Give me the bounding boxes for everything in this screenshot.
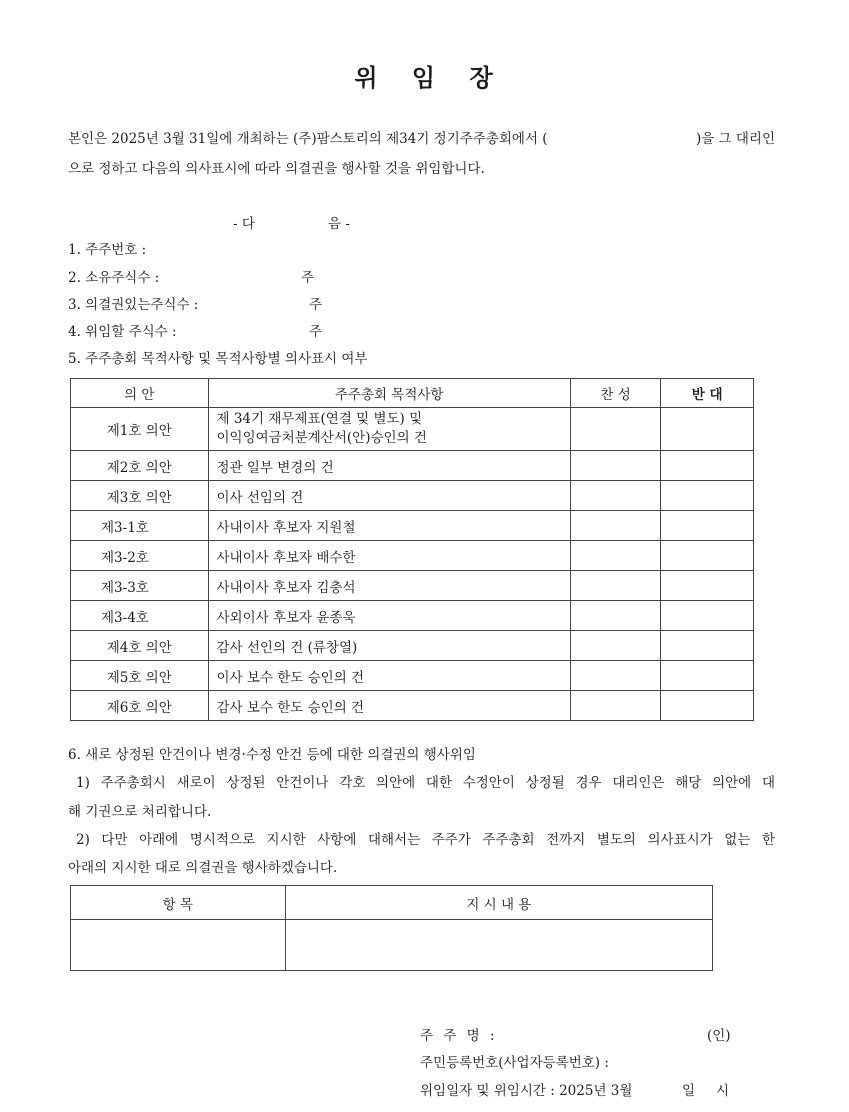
agenda-desc: 감사 선인의 건 (류창열) (208, 631, 570, 661)
table-row (71, 451, 754, 481)
approve-cell[interactable] (570, 451, 661, 481)
instruction-cell[interactable] (285, 920, 712, 971)
field-agenda-intent: 5. 주주총회 목적사항 및 목적사항별 의사표시 여부 (68, 351, 368, 367)
agenda-item: 제6호 의안 (71, 691, 209, 721)
field-voting-shares: 3. 의결권있는주식수 : (68, 297, 199, 313)
agenda-desc: 사외이사 후보자 윤종욱 (208, 601, 570, 631)
shareholder-name-label: 주 주 명 : (420, 1028, 498, 1044)
agenda-item: 제1호 의안 (71, 408, 209, 451)
oppose-cell[interactable] (661, 571, 754, 601)
oppose-cell[interactable] (661, 408, 754, 451)
oppose-cell[interactable] (661, 661, 754, 691)
table-row (71, 408, 754, 451)
section-heading-left: - 다 (233, 216, 255, 232)
approve-cell[interactable] (570, 408, 661, 451)
agenda-desc: 사내이사 후보자 김충석 (208, 571, 570, 601)
header-oppose: 반 대 (661, 379, 754, 408)
field-owned-shares: 2. 소유주식수 : (68, 270, 160, 286)
section6-p2-line1: 2) 다만 아래에 명시적으로 지시한 사항에 대해서는 주주가 주주총회 전까지 별도의 의사표시가 없는 한 (76, 832, 775, 848)
agenda-desc: 이사 선임의 건 (208, 481, 570, 511)
delegation-hour: 시 (716, 1083, 730, 1099)
instruction-table (70, 885, 713, 971)
seal-mark: (인) (707, 1028, 731, 1044)
table-row (71, 481, 754, 511)
agenda-desc: 이사 보수 한도 승인의 건 (208, 661, 570, 691)
delegation-date-label: 위임일자 및 위임시간 : 2025년 3월 (420, 1083, 633, 1099)
table-row (71, 511, 754, 541)
oppose-cell[interactable] (661, 481, 754, 511)
header-topic: 항 목 (71, 886, 286, 920)
agenda-item: 제5호 의안 (71, 661, 209, 691)
oppose-cell[interactable] (661, 631, 754, 661)
field-voting-shares-unit: 주 (309, 297, 323, 313)
header-instruction: 지 시 내 용 (285, 886, 712, 920)
header-item: 의 안 (71, 379, 209, 408)
table-row (71, 601, 754, 631)
approve-cell[interactable] (570, 661, 661, 691)
approve-cell[interactable] (570, 511, 661, 541)
header-approve: 찬 성 (570, 379, 661, 408)
oppose-cell[interactable] (661, 541, 754, 571)
table-row (71, 920, 713, 971)
intro-line1-start: 본인은 2025년 3월 31일에 개최하는 (주)팜스토리의 제34기 정기주주총회에서 ( (68, 131, 548, 147)
table-row (71, 631, 754, 661)
intro-line2: 으로 정하고 다음의 의사표시에 따라 의결권을 행사할 것을 위임합니다. (68, 161, 485, 177)
approve-cell[interactable] (570, 601, 661, 631)
section6-p2-line2: 아래의 지시한 대로 의결권을 행사하겠습니다. (68, 860, 338, 876)
table-row (71, 541, 754, 571)
agenda-desc: 정관 일부 변경의 건 (208, 451, 570, 481)
agenda-item: 제3-3호 (71, 571, 209, 601)
approve-cell[interactable] (570, 481, 661, 511)
approve-cell[interactable] (570, 691, 661, 721)
field-delegated-shares: 4. 위임할 주식수 : (68, 324, 177, 340)
topic-cell[interactable] (71, 920, 286, 971)
table-row (71, 691, 754, 721)
section6-p1-line1: 1) 주주총회시 새로이 상정된 안건이나 각호 의안에 대한 수정안이 상정될 경우 대리인은 해당 의안에 대 (76, 775, 775, 791)
oppose-cell[interactable] (661, 691, 754, 721)
section6-p1-line2: 해 기권으로 처리합니다. (68, 804, 212, 820)
agenda-item: 제3-2호 (71, 541, 209, 571)
agenda-desc (208, 408, 570, 451)
agenda-header-row (71, 379, 754, 408)
agenda-table (70, 378, 754, 721)
agenda-item: 제3-4호 (71, 601, 209, 631)
oppose-cell[interactable] (661, 451, 754, 481)
agenda-desc-line1: 제 34기 재무제표(연결 및 별도) 및 (216, 411, 423, 427)
oppose-cell[interactable] (661, 601, 754, 631)
header-purpose: 주주총회 목적사항 (208, 379, 570, 408)
agenda-item: 제3-1호 (71, 511, 209, 541)
document-title: 위 임 장 (354, 63, 495, 92)
table-row (71, 661, 754, 691)
field-delegated-shares-unit: 주 (309, 324, 323, 340)
field-owned-shares-unit: 주 (301, 270, 315, 286)
agenda-item: 제4호 의안 (71, 631, 209, 661)
agenda-desc: 사내이사 후보자 배수한 (208, 541, 570, 571)
field-shareholder-number: 1. 주주번호 : (68, 242, 147, 258)
agenda-item: 제3호 의안 (71, 481, 209, 511)
section-heading-right: 음 - (328, 216, 350, 232)
intro-line1-end: )을 그 대리인 (695, 131, 775, 147)
agenda-desc: 사내이사 후보자 지원철 (208, 511, 570, 541)
table-row (71, 571, 754, 601)
instruction-header-row (71, 886, 713, 920)
oppose-cell[interactable] (661, 511, 754, 541)
section6-heading: 6. 새로 상정된 안건이나 변경·수정 안건 등에 대한 의결권의 행사위임 (68, 747, 476, 763)
agenda-desc-line2: 이익잉여금처분계산서(안)승인의 건 (216, 430, 427, 446)
agenda-desc: 감사 보수 한도 승인의 건 (208, 691, 570, 721)
delegation-day: 일 (682, 1083, 696, 1099)
registration-number-label: 주민등록번호(사업자등록번호) : (420, 1055, 609, 1071)
approve-cell[interactable] (570, 541, 661, 571)
agenda-item: 제2호 의안 (71, 451, 209, 481)
approve-cell[interactable] (570, 631, 661, 661)
approve-cell[interactable] (570, 571, 661, 601)
